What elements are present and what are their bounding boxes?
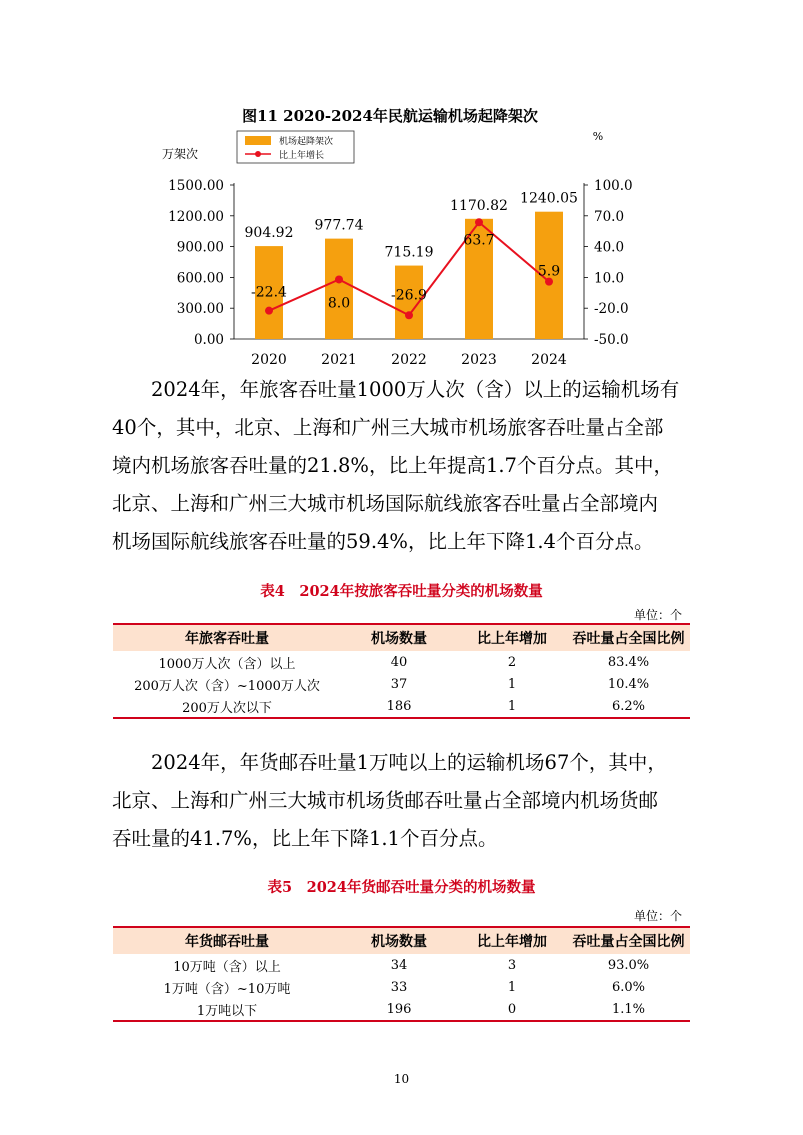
table4-caption: 表4 2024年按旅客吞吐量分类的机场数量 xyxy=(260,583,543,600)
legend-marker-line xyxy=(255,151,261,157)
growth-point-2022 xyxy=(405,311,413,319)
table-header: 吞吐量占全国比例 xyxy=(567,624,690,651)
paragraph-line: 境内机场旅客吞吐量的21.8%，比上年提高1.7个百分点。其中， xyxy=(112,454,673,477)
paragraph-line: 北京、上海和广州三大城市机场国际航线旅客吞吐量占全部境内 xyxy=(112,492,659,515)
table-row xyxy=(113,695,690,718)
right-axis-tick-label: 70.0 xyxy=(594,208,625,225)
right-axis-tick-label: 100.0 xyxy=(594,178,633,194)
bar-value-label: 977.74 xyxy=(314,217,364,234)
table-cell: 6.2% xyxy=(611,698,646,714)
table-header-row xyxy=(113,624,690,651)
table-cell: 83.4% xyxy=(607,654,650,670)
table-cell: 1 xyxy=(507,979,517,995)
table-cell: 1 xyxy=(507,676,517,692)
table-cell: 10.4% xyxy=(607,676,650,692)
left-axis-unit: 万架次 xyxy=(161,147,199,161)
bar-value-label: 904.92 xyxy=(244,225,294,242)
table-row xyxy=(113,651,690,673)
x-axis-tick-label: 2024 xyxy=(531,352,567,368)
paragraph-line: 40个，其中，北京、上海和广州三大城市机场旅客吞吐量占全部 xyxy=(112,416,664,439)
table4 xyxy=(113,623,690,719)
table-cell: 37 xyxy=(390,676,408,692)
table-row xyxy=(113,954,690,976)
left-axis-tick-label: 1200.00 xyxy=(168,208,224,225)
table4-unit: 单位：个 xyxy=(633,608,682,622)
table-cell: 93.0% xyxy=(607,957,650,973)
x-axis-tick-label: 2020 xyxy=(251,352,287,368)
right-axis-unit: % xyxy=(592,130,604,143)
table-header: 年货邮吞吐量 xyxy=(113,927,341,954)
bar-2021 xyxy=(325,239,353,339)
right-axis-tick-label: 40.0 xyxy=(594,239,625,256)
table-cell: 0 xyxy=(507,1001,517,1017)
growth-value-label: 63.7 xyxy=(463,232,495,249)
table-cell: 1.1% xyxy=(611,1001,646,1017)
table-cell: 3 xyxy=(507,957,517,973)
table-cell: 200万人次（含）~1000万人次 xyxy=(134,678,320,694)
table-cell: 2 xyxy=(507,654,517,670)
right-axis-tick-label: -50.0 xyxy=(594,332,629,348)
table5-caption: 表5 2024年货邮吞吐量分类的机场数量 xyxy=(267,879,536,896)
paragraph-line: 吞吐量的41.7%，比上年下降1.1个百分点。 xyxy=(112,827,498,850)
right-axis-tick-label: -20.0 xyxy=(594,301,629,318)
chart-title: 图11 2020-2024年民航运输机场起降架次 xyxy=(242,107,538,125)
table-row xyxy=(113,976,690,998)
x-axis-tick-label: 2023 xyxy=(461,352,497,368)
paragraph-line: 2024年，年旅客吞吐量1000万人次（含）以上的运输机场有 xyxy=(151,378,680,401)
growth-value-label: -22.4 xyxy=(251,284,287,301)
table-cell: 1万吨（含）~10万吨 xyxy=(163,981,291,997)
growth-value-label: 8.0 xyxy=(327,295,351,312)
table-header-row xyxy=(113,927,690,954)
paragraph-cargo xyxy=(112,744,692,858)
table-cell: 200万人次以下 xyxy=(182,700,272,716)
growth-value-label: 5.9 xyxy=(537,263,561,280)
table-cell: 196 xyxy=(386,1001,412,1017)
bar-value-label: 1240.05 xyxy=(520,190,578,207)
paragraph-line: 2024年，年货邮吞吐量1万吨以上的运输机场67个，其中， xyxy=(151,751,667,774)
table-header: 吞吐量占全国比例 xyxy=(567,927,690,954)
table-header: 比上年增加 xyxy=(457,624,567,651)
bar-value-label: 715.19 xyxy=(384,244,434,261)
x-axis-tick-label: 2021 xyxy=(321,352,357,368)
table-cell: 10万吨（含）以上 xyxy=(173,959,281,975)
table-cell: 40 xyxy=(390,654,408,670)
table-cell: 186 xyxy=(386,698,412,714)
right-axis-tick-label: 10.0 xyxy=(594,270,625,287)
left-axis-tick-label: 600.00 xyxy=(176,270,224,287)
bar-value-label: 1170.82 xyxy=(450,197,508,214)
table-row xyxy=(113,673,690,695)
left-axis-tick-label: 900.00 xyxy=(176,239,224,256)
growth-value-label: -26.9 xyxy=(391,287,427,304)
legend-label-line: 比上年增长 xyxy=(279,151,325,161)
paragraph-line: 机场国际航线旅客吞吐量的59.4%，比上年下降1.4个百分点。 xyxy=(112,530,654,553)
x-axis-tick-label: 2022 xyxy=(391,352,427,368)
paragraph-passenger xyxy=(112,371,692,561)
chart-figure xyxy=(0,0,803,375)
table-header: 比上年增加 xyxy=(457,927,567,954)
table5 xyxy=(113,926,690,1022)
left-axis-tick-label: 1500.00 xyxy=(168,178,224,194)
table-header: 年旅客吞吐量 xyxy=(113,624,341,651)
page-number: 10 xyxy=(393,1072,410,1086)
paragraph-line: 北京、上海和广州三大城市机场货邮吞吐量占全部境内机场货邮 xyxy=(112,789,659,812)
table5-unit: 单位：个 xyxy=(633,909,682,923)
legend-swatch-bars xyxy=(245,136,271,145)
left-axis-tick-label: 0.00 xyxy=(193,332,224,348)
left-axis-tick-label: 300.00 xyxy=(176,301,224,318)
table-cell: 33 xyxy=(390,979,408,995)
growth-point-2023 xyxy=(475,218,483,226)
growth-point-2020 xyxy=(265,307,273,315)
table-header: 机场数量 xyxy=(341,624,457,651)
table-cell: 1 xyxy=(507,698,517,714)
table-cell: 34 xyxy=(390,957,408,973)
table-header: 机场数量 xyxy=(341,927,457,954)
table-cell: 6.0% xyxy=(611,979,646,995)
table-row xyxy=(113,998,690,1021)
table-cell: 1万吨以下 xyxy=(196,1003,258,1019)
table-cell: 1000万人次（含）以上 xyxy=(158,656,296,672)
legend-label-bars: 机场起降架次 xyxy=(279,137,334,147)
growth-point-2021 xyxy=(335,275,343,283)
